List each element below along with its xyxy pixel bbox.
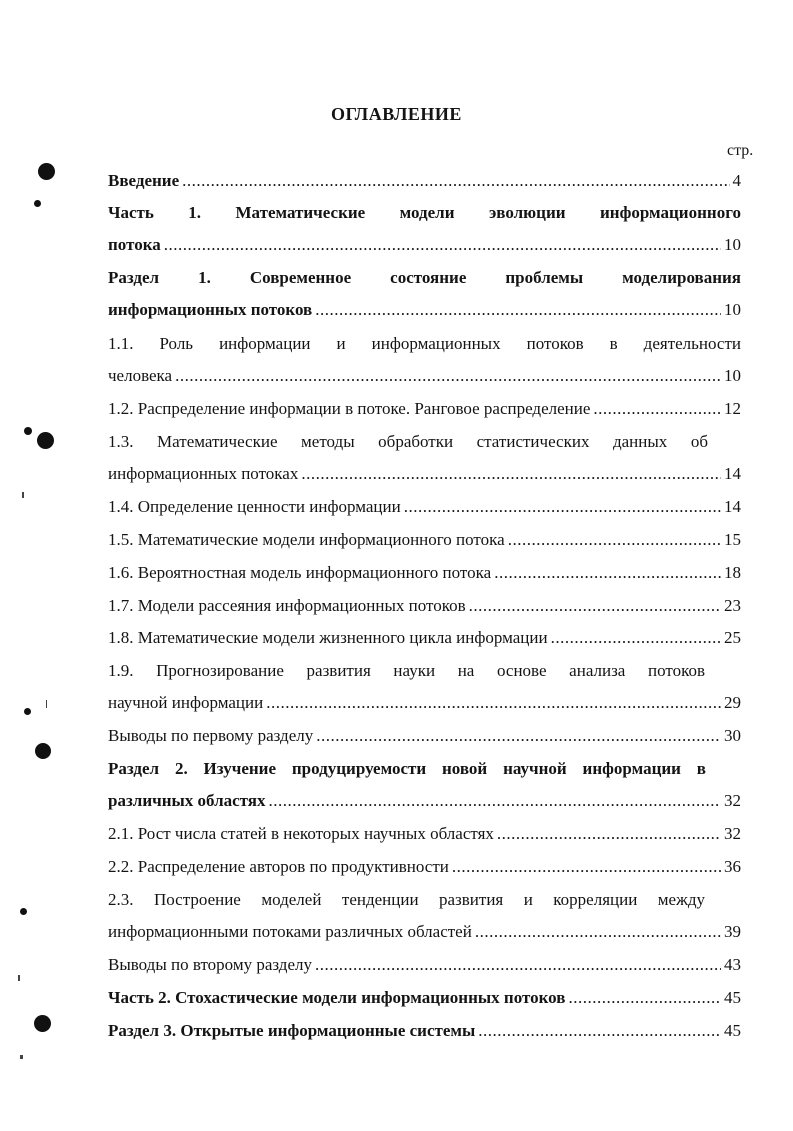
binder-hole-mark bbox=[37, 432, 54, 449]
toc-entry-title: потока bbox=[108, 235, 161, 254]
toc-entry-title: 1.8. Математические модели жизненного цикла информации bbox=[108, 628, 548, 647]
toc-entry-title: Выводы по второму разделу bbox=[108, 955, 312, 974]
toc-entry-2-2 bbox=[108, 856, 741, 878]
toc-entry-conclusions-2 bbox=[108, 954, 741, 976]
binder-hole-mark bbox=[24, 708, 31, 715]
toc-page-number: 30 bbox=[724, 726, 741, 745]
binder-hole-mark bbox=[20, 908, 27, 915]
toc-entry-line: Раздел 1. Современное состояние проблемы моделирования bbox=[108, 268, 741, 287]
toc-entry-line: Раздел 2. Изучение продуцируемости новой научной информации в bbox=[108, 759, 706, 778]
binder-hole-mark bbox=[24, 427, 32, 435]
toc-title: ОГЛАВЛЕНИЕ bbox=[331, 104, 462, 124]
toc-entry-title: 2.2. Распределение авторов по продуктивности bbox=[108, 857, 449, 876]
toc-entry-1-1 bbox=[108, 333, 741, 387]
toc-page-number: 32 bbox=[724, 824, 741, 843]
toc-entry-conclusions-1 bbox=[108, 725, 741, 747]
toc-page-number: 10 bbox=[724, 235, 741, 254]
toc-entry-2-3 bbox=[108, 889, 741, 943]
toc-entry-title: 2.1. Рост числа статей в некоторых научных областях bbox=[108, 824, 494, 843]
leader-dots bbox=[469, 595, 721, 617]
toc-entry-line: 2.3. Построение моделей тенденции развития и корреляции между bbox=[108, 890, 705, 909]
toc-entry-part-1 bbox=[108, 202, 741, 256]
toc-entry-part-2 bbox=[108, 987, 741, 1009]
toc-page-number: 14 bbox=[724, 464, 741, 483]
toc-entry-line: Часть 1. Математические модели эволюции информационного bbox=[108, 203, 741, 222]
toc-entry-title: Раздел 3. Открытые информационные системы bbox=[108, 1021, 476, 1040]
leader-dots bbox=[478, 1020, 721, 1042]
leader-dots bbox=[475, 921, 721, 943]
leader-dots bbox=[164, 234, 721, 256]
toc-entry-line: 1.3. Математические методы обработки статистических данных об bbox=[108, 432, 708, 451]
toc-entry-title: Часть 2. Стохастические модели информационных потоков bbox=[108, 988, 566, 1007]
leader-dots bbox=[182, 170, 729, 192]
toc-entry-title: 1.4. Определение ценности информации bbox=[108, 497, 401, 516]
toc-page-number: 45 bbox=[724, 1021, 741, 1040]
toc-page-number: 36 bbox=[724, 857, 741, 876]
toc-entry-line: 1.9. Прогнозирование развития науки на основе анализа потоков bbox=[108, 661, 705, 680]
toc-entry-introduction bbox=[108, 170, 741, 192]
toc-entry-1-3 bbox=[108, 431, 741, 485]
toc-entry-line: 1.1. Роль информации и информационных потоков в деятельности bbox=[108, 334, 741, 353]
toc-entry-1-2 bbox=[108, 398, 741, 420]
toc-page-number: 29 bbox=[724, 693, 741, 712]
leader-dots bbox=[175, 365, 721, 387]
toc-page-number: 43 bbox=[724, 955, 741, 974]
toc-page-number: 18 bbox=[724, 563, 741, 582]
binder-hole-mark bbox=[34, 200, 41, 207]
toc-entry-title: 1.2. Распределение информации в потоке. Ранговое распределение bbox=[108, 399, 591, 418]
leader-dots bbox=[494, 562, 721, 584]
toc-page-number: 10 bbox=[724, 300, 741, 319]
toc-entry-1-9 bbox=[108, 660, 741, 714]
toc-page-number: 15 bbox=[724, 530, 741, 549]
toc-entry-title: Выводы по первому разделу bbox=[108, 726, 314, 745]
leader-dots bbox=[452, 856, 721, 878]
leader-dots bbox=[404, 496, 721, 518]
leader-dots bbox=[568, 987, 721, 1009]
toc-entry-1-8 bbox=[108, 627, 741, 649]
toc-entry-title: человека bbox=[108, 366, 173, 385]
binder-hole-mark bbox=[34, 1015, 51, 1032]
toc-page-number: 39 bbox=[724, 922, 741, 941]
leader-dots bbox=[316, 725, 721, 747]
binder-hole-mark bbox=[35, 743, 51, 759]
toc-entry-title: информационных потоков bbox=[108, 300, 313, 319]
page-column-label: стр. bbox=[727, 142, 754, 159]
toc-page-number: 12 bbox=[724, 399, 741, 418]
binder-hole-mark bbox=[38, 163, 55, 180]
toc-entry-1-5 bbox=[108, 529, 741, 551]
toc-entry-title: 1.7. Модели рассеяния информационных потоков bbox=[108, 596, 466, 615]
toc-page-number: 32 bbox=[724, 791, 741, 810]
toc-page-number: 23 bbox=[724, 596, 741, 615]
toc-entry-title: 1.6. Вероятностная модель информационного потока bbox=[108, 563, 492, 582]
toc-entry-title: информационных потоках bbox=[108, 464, 299, 483]
toc-entry-title: 1.5. Математические модели информационного потока bbox=[108, 530, 505, 549]
leader-dots bbox=[497, 823, 721, 845]
toc-entry-1-4 bbox=[108, 496, 741, 518]
toc-page-number: 14 bbox=[724, 497, 741, 516]
leader-dots bbox=[551, 627, 721, 649]
leader-dots bbox=[269, 790, 721, 812]
leader-dots bbox=[593, 398, 721, 420]
toc-page-number: 10 bbox=[724, 366, 741, 385]
scan-speck bbox=[46, 700, 47, 708]
leader-dots bbox=[301, 463, 721, 485]
toc-entry-title: научной информации bbox=[108, 693, 264, 712]
leader-dots bbox=[315, 954, 721, 976]
toc-entry-title: информационными потоками различных областей bbox=[108, 922, 472, 941]
toc-entry-section-1 bbox=[108, 267, 741, 321]
scan-speck bbox=[18, 975, 20, 981]
toc-entry-section-2 bbox=[108, 758, 741, 812]
toc-page-number: 45 bbox=[724, 988, 741, 1007]
toc-entry-1-7 bbox=[108, 595, 741, 617]
scan-speck bbox=[22, 492, 24, 498]
toc-entry-1-6 bbox=[108, 562, 741, 584]
toc-page-number: 4 bbox=[732, 171, 741, 190]
toc-entry-2-1 bbox=[108, 823, 741, 845]
toc-page-number: 25 bbox=[724, 628, 741, 647]
leader-dots bbox=[315, 299, 721, 321]
scan-speck bbox=[20, 1055, 23, 1059]
toc-entry-section-3 bbox=[108, 1020, 741, 1042]
leader-dots bbox=[266, 692, 721, 714]
toc-entry-title: различных областях bbox=[108, 791, 266, 810]
toc-entry-title: Введение bbox=[108, 171, 180, 190]
leader-dots bbox=[508, 529, 721, 551]
